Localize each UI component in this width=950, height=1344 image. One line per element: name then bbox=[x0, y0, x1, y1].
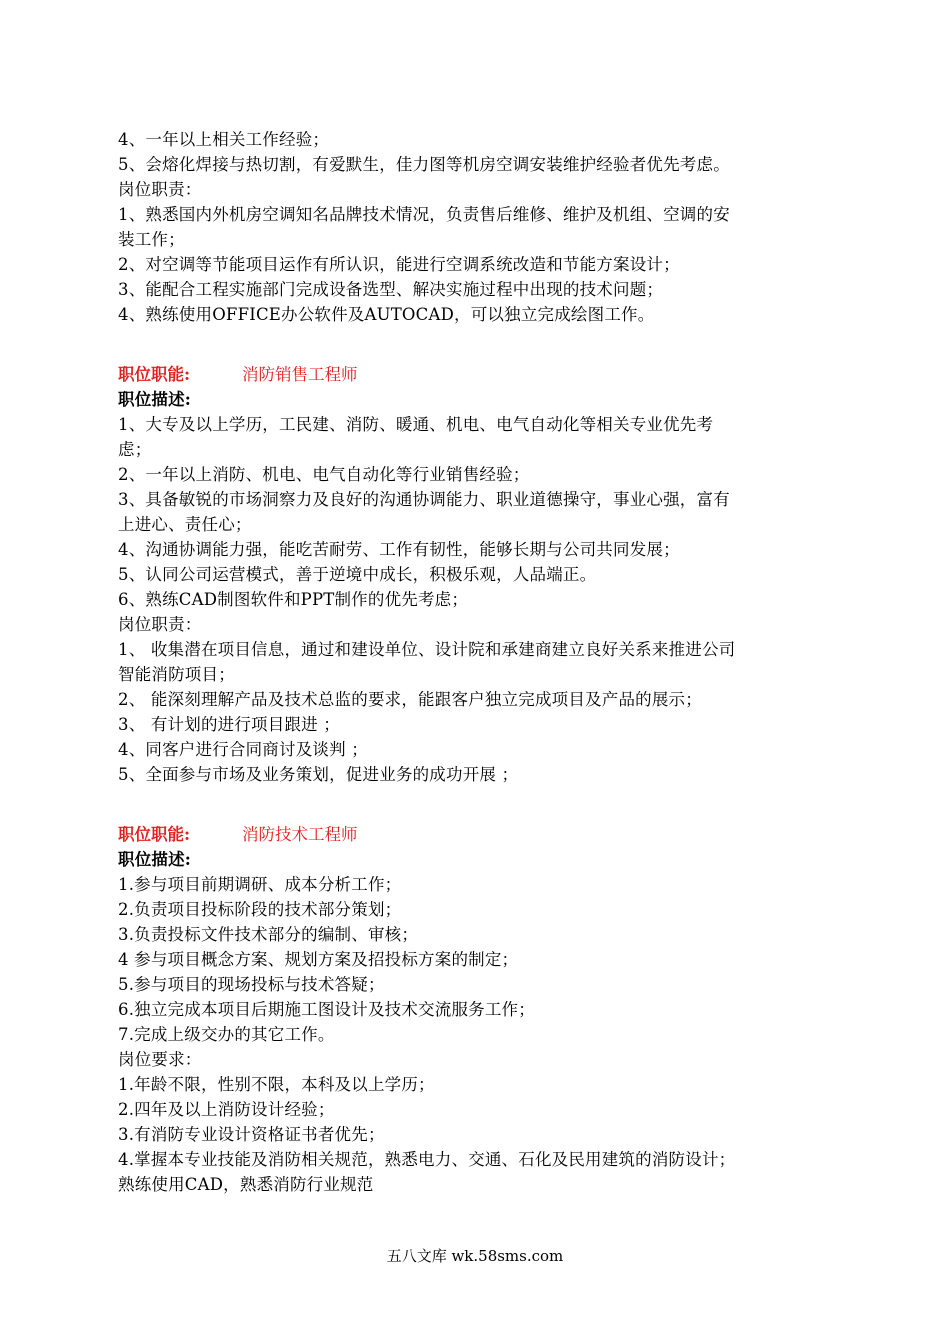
section-line: 虑； bbox=[118, 440, 152, 459]
intro-line: 4、一年以上相关工作经验； bbox=[118, 130, 330, 149]
intro-line: 5、会熔化焊接与热切割，有爱默生，佳力图等机房空调安装维护经验者优先考虑。 bbox=[118, 155, 730, 174]
section-line: 3.负责投标文件技术部分的编制、审核； bbox=[118, 925, 419, 944]
intro-block bbox=[118, 127, 838, 327]
section-line: 智能消防项目； bbox=[118, 665, 235, 684]
section-label: 职位职能: bbox=[118, 825, 191, 844]
intro-line: 装工作； bbox=[118, 230, 185, 249]
section-line: 1.年龄不限，性别不限，本科及以上学历； bbox=[118, 1075, 435, 1094]
section-line: 3、具备敏锐的市场洞察力及良好的沟通协调能力、职业道德操守，事业心强，富有 bbox=[118, 490, 730, 509]
section-line: 4 参与项目概念方案、规划方案及招投标方案的制定； bbox=[118, 950, 519, 969]
intro-line: 岗位职责： bbox=[118, 180, 202, 199]
section-line: 7.完成上级交办的其它工作。 bbox=[118, 1025, 335, 1044]
section-line: 1、 收集潜在项目信息，通过和建设单位、设计院和承建商建立良好关系来推进公司 bbox=[118, 640, 736, 659]
section-sales-engineer bbox=[118, 362, 838, 787]
intro-line: 1、熟悉国内外机房空调知名品牌技术情况，负责售后维修、维护及机组、空调的安 bbox=[118, 205, 730, 224]
section-heading bbox=[118, 362, 838, 387]
section-line: 2、 能深刻理解产品及技术总监的要求，能跟客户独立完成项目及产品的展示； bbox=[118, 690, 702, 709]
document-body bbox=[118, 127, 838, 1197]
section-line: 岗位职责： bbox=[118, 615, 202, 634]
intro-line: 3、能配合工程实施部门完成设备选型、解决实施过程中出现的技术问题； bbox=[118, 280, 664, 299]
section-line: 4、沟通协调能力强，能吃苦耐劳、工作有韧性，能够长期与公司共同发展； bbox=[118, 540, 680, 559]
section-title: 消防销售工程师 bbox=[242, 365, 358, 384]
section-line: 上进心、责任心； bbox=[118, 515, 252, 534]
section-line: 2.负责项目投标阶段的技术部分策划； bbox=[118, 900, 402, 919]
section-line: 6.独立完成本项目后期施工图设计及技术交流服务工作； bbox=[118, 1000, 535, 1019]
section-line: 5.参与项目的现场投标与技术答疑； bbox=[118, 975, 385, 994]
section-spacer bbox=[118, 787, 838, 812]
section-line: 岗位要求： bbox=[118, 1050, 202, 1069]
section-line: 6、熟练CAD制图软件和PPT制作的优先考虑； bbox=[118, 590, 469, 609]
section-line: 5、全面参与市场及业务策划，促进业务的成功开展 ； bbox=[118, 765, 519, 784]
section-line: 1、大专及以上学历，工民建、消防、暖通、机电、电气自动化等相关专业优先考 bbox=[118, 415, 714, 434]
description-heading: 职位描述: bbox=[118, 850, 192, 869]
section-label: 职位职能: bbox=[118, 365, 191, 384]
section-technical-engineer bbox=[118, 822, 838, 1197]
page-footer: 五八文库 wk.58sms.com bbox=[386, 1247, 564, 1265]
section-line: 3、 有计划的进行项目跟进 ； bbox=[118, 715, 340, 734]
section-line: 4.掌握本专业技能及消防相关规范，熟悉电力、交通、石化及民用建筑的消防设计； bbox=[118, 1150, 736, 1169]
section-heading bbox=[118, 822, 838, 847]
section-line: 5、认同公司运营模式，善于逆境中成长，积极乐观，人品端正。 bbox=[118, 565, 597, 584]
section-line: 2、一年以上消防、机电、电气自动化等行业销售经验； bbox=[118, 465, 530, 484]
description-heading: 职位描述: bbox=[118, 390, 192, 409]
section-line: 3.有消防专业设计资格证书者优先； bbox=[118, 1125, 385, 1144]
section-spacer bbox=[118, 327, 838, 352]
intro-line: 4、熟练使用OFFICE办公软件及AUTOCAD，可以独立完成绘图工作。 bbox=[118, 305, 655, 324]
intro-line: 2、对空调等节能项目运作有所认识，能进行空调系统改造和节能方案设计； bbox=[118, 255, 680, 274]
section-title: 消防技术工程师 bbox=[242, 825, 358, 844]
section-line: 1.参与项目前期调研、成本分析工作； bbox=[118, 875, 402, 894]
section-line: 熟练使用CAD，熟悉消防行业规范 bbox=[118, 1175, 374, 1194]
section-line: 4、同客户进行合同商讨及谈判 ； bbox=[118, 740, 368, 759]
section-line: 2.四年及以上消防设计经验； bbox=[118, 1100, 335, 1119]
